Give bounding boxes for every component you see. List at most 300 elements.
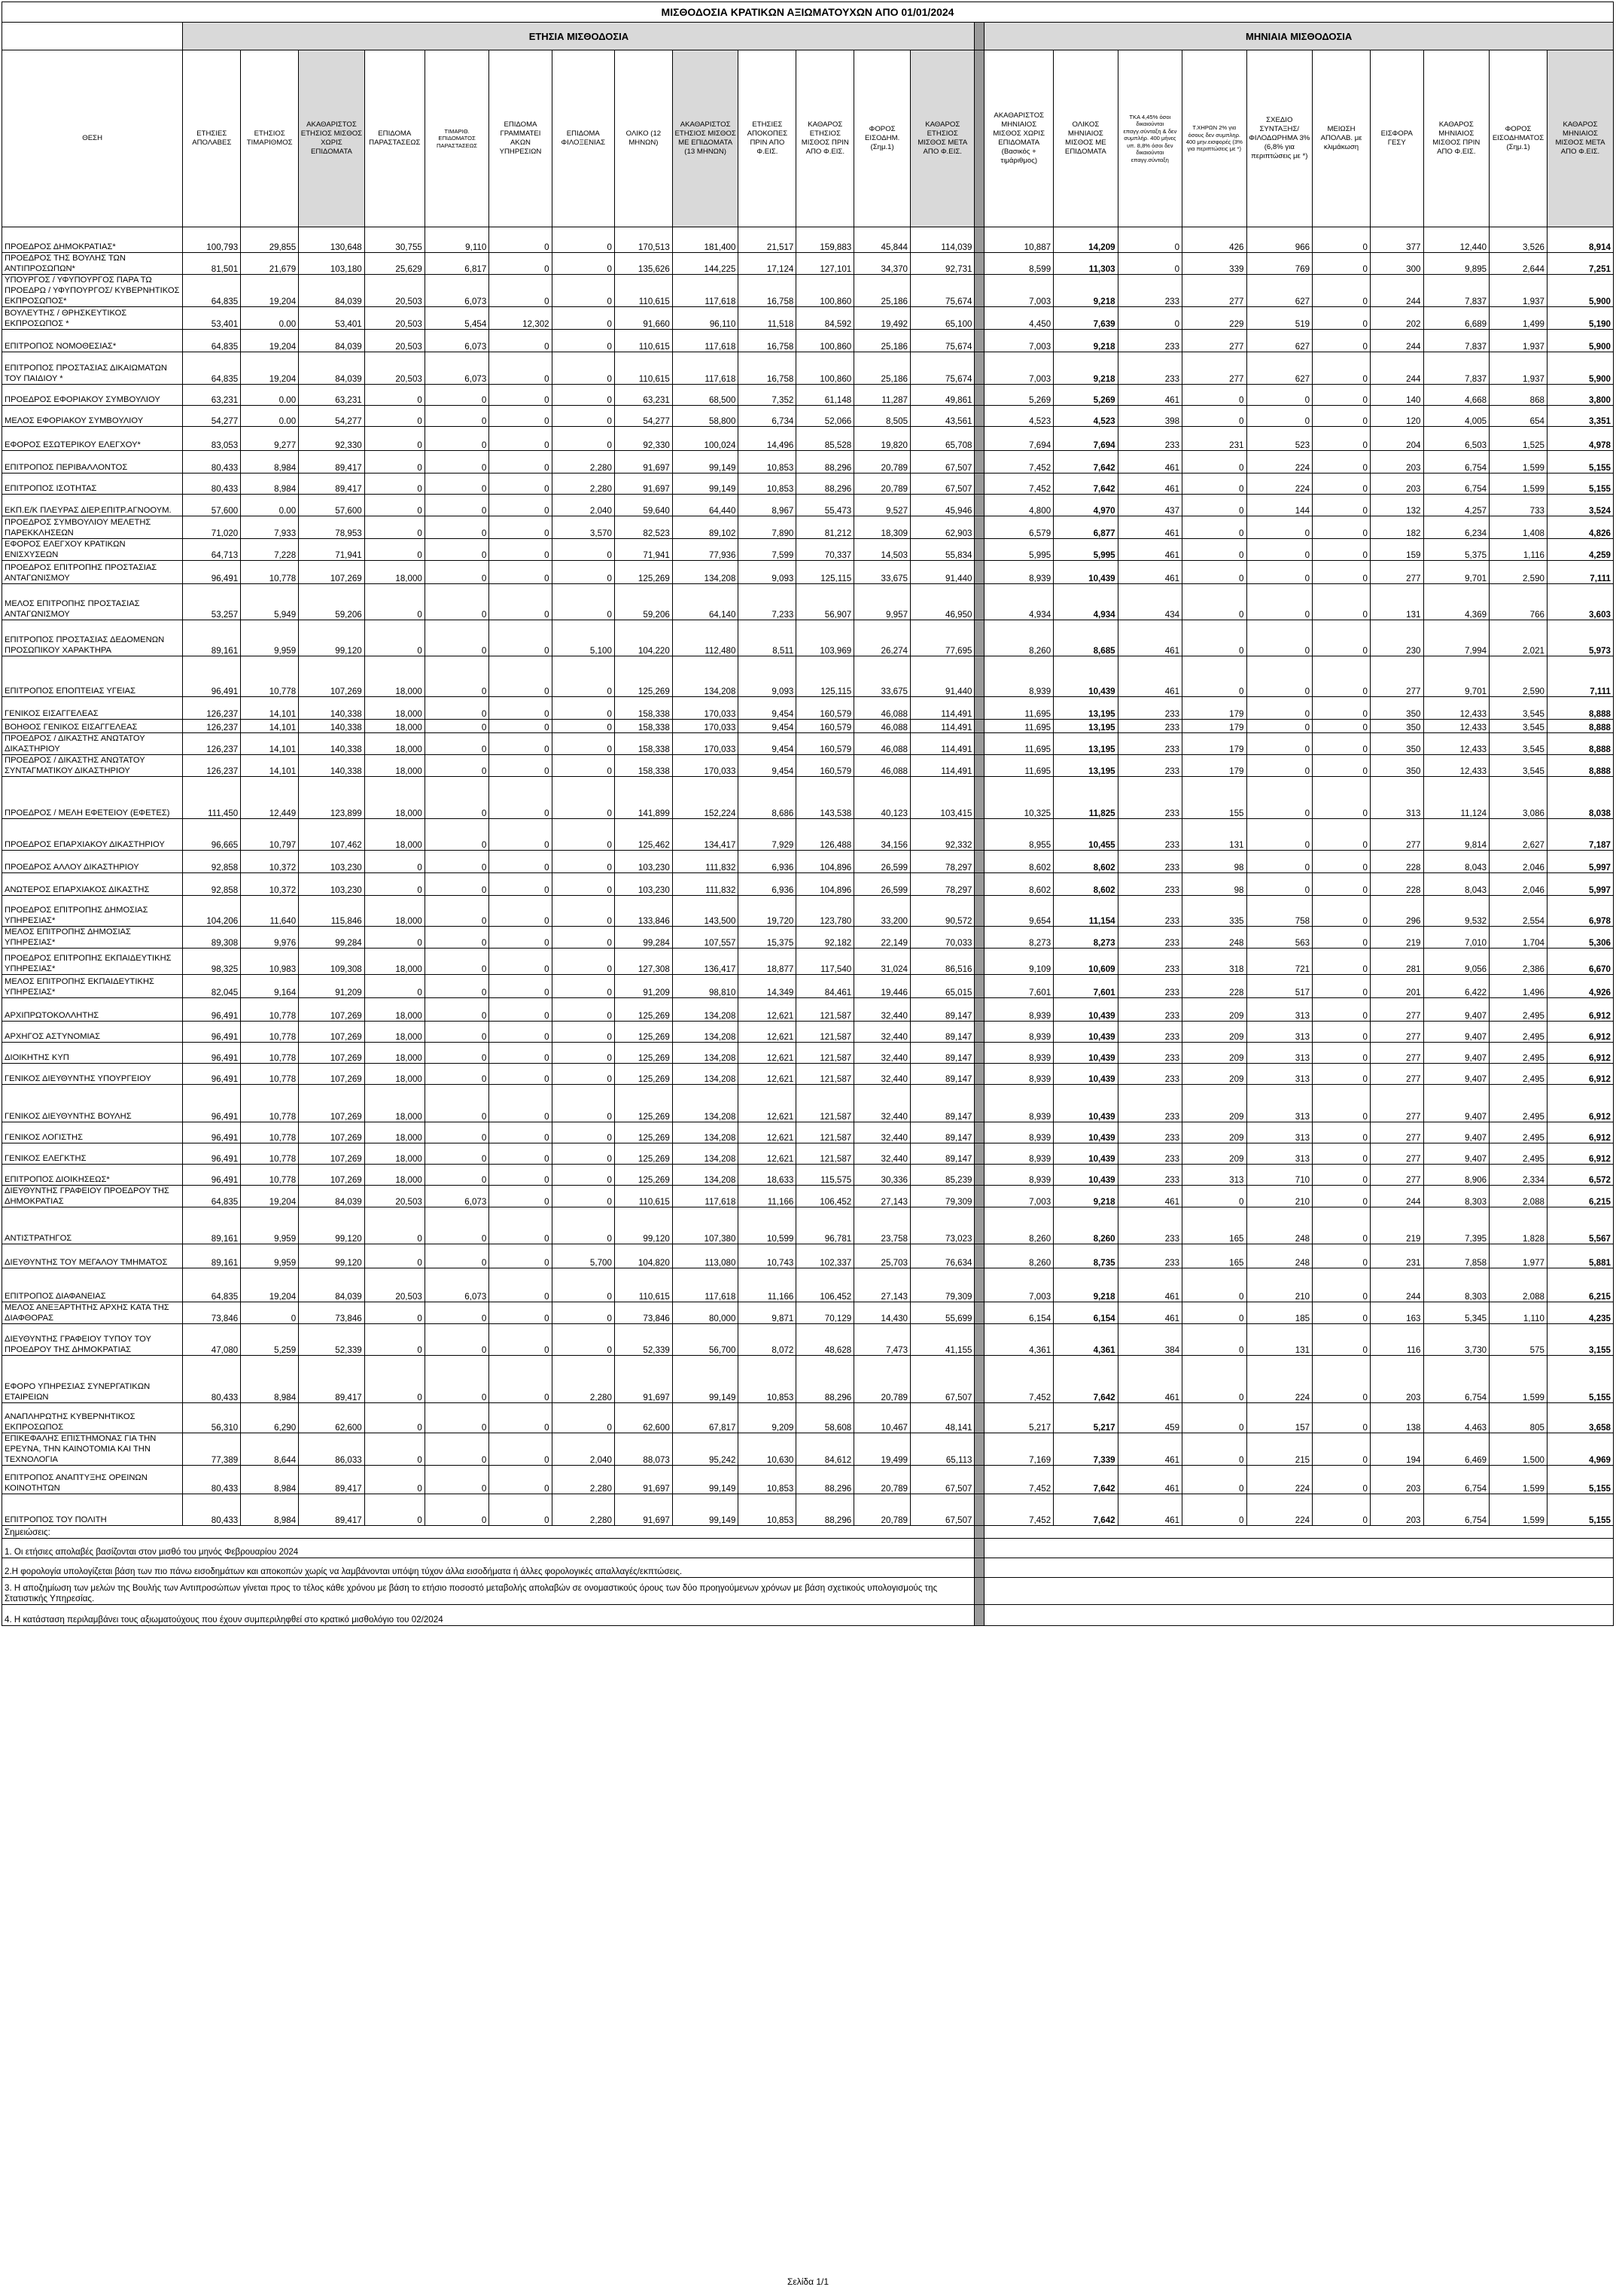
annual-value-cell: 0 [489, 474, 552, 495]
annual-value-cell: 0 [552, 1324, 614, 1356]
annual-value-cell: 19,492 [854, 307, 911, 330]
table-row [2, 253, 1614, 275]
annual-value-cell: 103,180 [299, 253, 365, 275]
monthly-value-cell: 4,450 [985, 307, 1054, 330]
monthly-value-cell: 4,361 [985, 1324, 1054, 1356]
annual-value-cell: 64,835 [183, 1268, 241, 1302]
monthly-value-cell: 9,407 [1423, 1143, 1490, 1165]
annual-value-cell: 9,527 [854, 495, 911, 516]
monthly-value-cell: 10,439 [1054, 656, 1118, 697]
annual-value-cell: 23,758 [854, 1207, 911, 1244]
annual-value-cell: 0 [425, 733, 488, 755]
annual-value-cell: 100,793 [183, 227, 241, 253]
annual-value-cell: 9,209 [738, 1403, 796, 1433]
annual-value-cell: 78,297 [911, 851, 975, 873]
annual-value-cell: 89,417 [299, 1466, 365, 1494]
annual-value-cell: 0 [552, 539, 614, 561]
table-row [2, 427, 1614, 451]
table-row [2, 1064, 1614, 1085]
monthly-value-cell: 6,154 [1054, 1302, 1118, 1324]
annual-value-cell: 0 [552, 720, 614, 733]
annual-value-cell: 17,124 [738, 253, 796, 275]
monthly-value-cell: 8,888 [1548, 733, 1614, 755]
annual-value-cell: 121,587 [796, 1122, 854, 1143]
annual-value-cell: 9,093 [738, 656, 796, 697]
monthly-value-cell: 233 [1118, 819, 1182, 851]
annual-value-cell: 0 [552, 330, 614, 352]
annual-value-cell: 125,269 [614, 561, 672, 584]
monthly-value-cell: 277 [1371, 1165, 1424, 1186]
annual-value-cell: 0 [364, 1494, 425, 1526]
annual-value-cell: 107,269 [299, 1043, 365, 1064]
annual-value-cell: 125,269 [614, 1122, 672, 1143]
annual-value-cell: 0 [425, 1466, 488, 1494]
annual-value-cell: 0 [425, 1064, 488, 1085]
note-blank [985, 1605, 1614, 1626]
annual-value-cell: 95,242 [672, 1433, 738, 1466]
annual-value-cell: 89,417 [299, 1494, 365, 1526]
annual-value-cell: 0 [425, 819, 488, 851]
annual-value-cell: 152,224 [672, 777, 738, 819]
annual-value-cell: 32,440 [854, 1085, 911, 1122]
annual-value-cell: 96,491 [183, 656, 241, 697]
monthly-value-cell: 8,914 [1548, 227, 1614, 253]
annual-value-cell: 62,600 [614, 1403, 672, 1433]
note-row [2, 1605, 1614, 1626]
annual-value-cell: 0 [552, 819, 614, 851]
monthly-value-cell: 426 [1182, 227, 1246, 253]
annual-value-cell: 0 [552, 1022, 614, 1043]
annual-value-cell: 110,615 [614, 1186, 672, 1207]
monthly-value-cell: 0 [1182, 406, 1246, 427]
monthly-value-cell: 9,701 [1423, 561, 1490, 584]
monthly-value-cell: 461 [1118, 620, 1182, 656]
monthly-value-cell: 244 [1371, 352, 1424, 385]
annual-value-cell: 18,000 [364, 720, 425, 733]
monthly-value-cell: 461 [1118, 1466, 1182, 1494]
annual-value-cell: 98,810 [672, 975, 738, 998]
monthly-value-cell: 313 [1246, 1143, 1313, 1165]
annual-value-cell: 8,984 [241, 1356, 299, 1403]
annual-value-cell: 89,417 [299, 474, 365, 495]
annual-value-cell: 7,599 [738, 539, 796, 561]
monthly-value-cell: 0 [1313, 1244, 1371, 1268]
monthly-value-cell: 224 [1246, 1494, 1313, 1526]
monthly-value-cell: 2,495 [1490, 1085, 1548, 1122]
monthly-value-cell: 966 [1246, 227, 1313, 253]
monthly-value-cell: 296 [1371, 896, 1424, 927]
table-row [2, 720, 1614, 733]
monthly-value-cell: 0 [1313, 227, 1371, 253]
annual-value-cell: 0 [489, 1207, 552, 1244]
annual-value-cell: 107,269 [299, 1022, 365, 1043]
monthly-value-cell: 233 [1118, 755, 1182, 777]
monthly-value-cell: 8,955 [985, 819, 1054, 851]
monthly-value-cell: 179 [1182, 755, 1246, 777]
annual-value-cell: 103,230 [299, 873, 365, 896]
annual-value-cell: 57,600 [299, 495, 365, 516]
column-header: ΚΑΘΑΡΟΣ ΜΗΝΙΑΙΟΣ ΜΙΣΘΟΣ ΜΕΤΑ ΑΠΟ Φ.ΕΙΣ. [1548, 50, 1614, 227]
monthly-value-cell: 2,644 [1490, 253, 1548, 275]
annual-value-cell: 134,208 [672, 1043, 738, 1064]
annual-value-cell: 0 [425, 1356, 488, 1403]
monthly-value-cell: 6,469 [1423, 1433, 1490, 1466]
column-separator [975, 949, 985, 975]
annual-value-cell: 58,608 [796, 1403, 854, 1433]
monthly-value-cell: 10,439 [1054, 1165, 1118, 1186]
monthly-value-cell: 6,912 [1548, 1043, 1614, 1064]
table-row [2, 385, 1614, 406]
annual-value-cell: 64,835 [183, 1186, 241, 1207]
annual-value-cell: 3,570 [552, 516, 614, 539]
annual-value-cell: 18,633 [738, 1165, 796, 1186]
monthly-value-cell: 9,654 [985, 896, 1054, 927]
note-text: 2.Η φορολογία υπολογίζεται βάση των πιο πάνω εισοδημάτων και αποκοπών χωρίς να λαμβάνονται υπόψη τύχον άλλα εισοδήματα ή άλλες φορολογικές απαλλαγές/εκπτώσεις. [2, 1558, 975, 1578]
monthly-value-cell: 209 [1182, 1085, 1246, 1122]
annual-value-cell: 22,149 [854, 927, 911, 949]
monthly-value-cell: 10,887 [985, 227, 1054, 253]
monthly-value-cell: 7,601 [985, 975, 1054, 998]
monthly-value-cell: 0 [1313, 1268, 1371, 1302]
annual-value-cell: 8,686 [738, 777, 796, 819]
monthly-value-cell: 179 [1182, 697, 1246, 720]
annual-value-cell: 0 [425, 539, 488, 561]
annual-value-cell: 0 [489, 227, 552, 253]
monthly-value-cell: 233 [1118, 777, 1182, 819]
column-separator [975, 1244, 985, 1268]
annual-value-cell: 79,309 [911, 1186, 975, 1207]
monthly-value-cell: 5,900 [1548, 275, 1614, 307]
monthly-value-cell: 11,695 [985, 697, 1054, 720]
annual-value-cell: 10,853 [738, 1466, 796, 1494]
annual-value-cell: 0 [489, 1466, 552, 1494]
column-separator [975, 1165, 985, 1186]
annual-value-cell: 26,599 [854, 873, 911, 896]
column-header: ΑΚΑΘΑΡΙΣΤΟΣ ΜΗΝΙΑΙΟΣ ΜΙΣΘΟΣ ΧΩΡΙΣ ΕΠΙΔΟΜΑΤΑ (Βασικός + τιμάριθμος) [985, 50, 1054, 227]
annual-value-cell: 117,618 [672, 1186, 738, 1207]
annual-value-cell: 12,621 [738, 1022, 796, 1043]
annual-value-cell: 18,000 [364, 733, 425, 755]
monthly-value-cell: 10,439 [1054, 1043, 1118, 1064]
annual-value-cell: 100,860 [796, 330, 854, 352]
monthly-value-cell: 0 [1313, 330, 1371, 352]
annual-value-cell: 32,440 [854, 1064, 911, 1085]
annual-value-cell: 9,454 [738, 733, 796, 755]
table-row [2, 495, 1614, 516]
monthly-value-cell: 5,997 [1548, 873, 1614, 896]
annual-value-cell: 0 [489, 949, 552, 975]
monthly-value-cell: 7,858 [1423, 1244, 1490, 1268]
monthly-value-cell: 0 [1313, 253, 1371, 275]
annual-value-cell: 10,630 [738, 1433, 796, 1466]
annual-value-cell: 91,697 [614, 1356, 672, 1403]
monthly-value-cell: 0 [1313, 733, 1371, 755]
annual-value-cell: 18,000 [364, 1043, 425, 1064]
annual-value-cell: 96,491 [183, 1143, 241, 1165]
annual-value-cell: 8,072 [738, 1324, 796, 1356]
annual-value-cell: 5,454 [425, 307, 488, 330]
annual-value-cell: 100,860 [796, 275, 854, 307]
position-cell: ΠΡΟΕΔΡΟΣ ΤΗΣ ΒΟΥΛΗΣ ΤΩΝ ΑΝΤΙΠΡΟΣΩΠΩΝ* [2, 253, 183, 275]
monthly-value-cell: 8,602 [985, 851, 1054, 873]
column-header: ΕΠΙΔΟΜΑ ΦΙΛΟΞΕΝΙΑΣ [552, 50, 614, 227]
monthly-value-cell: 224 [1246, 1466, 1313, 1494]
monthly-value-cell: 0 [1182, 584, 1246, 620]
monthly-value-cell: 8,939 [985, 1085, 1054, 1122]
annual-value-cell: 59,640 [614, 495, 672, 516]
annual-value-cell: 0.00 [241, 495, 299, 516]
annual-value-cell: 80,433 [183, 1494, 241, 1526]
position-cell: ΑΡΧΗΓΟΣ ΑΣΤΥΝΟΜΙΑΣ [2, 1022, 183, 1043]
monthly-value-cell: 0 [1313, 385, 1371, 406]
monthly-value-cell: 7,111 [1548, 561, 1614, 584]
annual-value-cell: 18,000 [364, 777, 425, 819]
table-row [2, 451, 1614, 474]
annual-value-cell: 135,626 [614, 253, 672, 275]
annual-value-cell: 15,375 [738, 927, 796, 949]
annual-value-cell: 80,433 [183, 451, 241, 474]
position-cell: ΜΕΛΟΣ ΕΠΙΤΡΟΠΗΣ ΔΗΜΟΣΙΑΣ ΥΠΗΡΕΣΙΑΣ* [2, 927, 183, 949]
monthly-value-cell: 9,109 [985, 949, 1054, 975]
monthly-value-cell: 0 [1313, 474, 1371, 495]
monthly-value-cell: 10,439 [1054, 1064, 1118, 1085]
annual-value-cell: 10,778 [241, 1122, 299, 1143]
table-row [2, 1433, 1614, 1466]
monthly-value-cell: 244 [1371, 1268, 1424, 1302]
table-row [2, 474, 1614, 495]
annual-value-cell: 127,308 [614, 949, 672, 975]
monthly-value-cell: 7,639 [1054, 307, 1118, 330]
monthly-value-cell: 98 [1182, 873, 1246, 896]
annual-value-cell: 65,015 [911, 975, 975, 998]
annual-value-cell: 18,000 [364, 949, 425, 975]
monthly-value-cell: 8,303 [1423, 1268, 1490, 1302]
annual-value-cell: 0 [489, 1356, 552, 1403]
monthly-value-cell: 2,495 [1490, 998, 1548, 1022]
monthly-value-cell: 4,826 [1548, 516, 1614, 539]
position-cell: ΠΡΟΕΔΡΟΣ / ΔΙΚΑΣΤΗΣ ΑΝΩΤΑΤΟΥ ΣΥΝΤΑΓΜΑΤΙΚΟΥ ΔΙΚΑΣΤΗΡΙΟΥ [2, 755, 183, 777]
position-cell: ΓΕΝΙΚΟΣ ΔΙΕΥΘΥΝΤΗΣ ΥΠΟΥΡΓΕΙΟΥ [2, 1064, 183, 1085]
monthly-value-cell: 3,603 [1548, 584, 1614, 620]
monthly-value-cell: 313 [1246, 1085, 1313, 1122]
annual-value-cell: 0 [489, 873, 552, 896]
monthly-value-cell: 8,043 [1423, 851, 1490, 873]
monthly-value-cell: 2,495 [1490, 1064, 1548, 1085]
monthly-value-cell: 0 [1182, 1324, 1246, 1356]
monthly-value-cell: 179 [1182, 733, 1246, 755]
annual-value-cell: 0 [489, 1165, 552, 1186]
monthly-value-cell: 8,939 [985, 656, 1054, 697]
position-cell: ΔΙΕΥΘΥΝΤΗΣ ΤΟΥ ΜΕΓΑΛΟΥ ΤΜΗΜΑΤΟΣ [2, 1244, 183, 1268]
annual-value-cell: 0 [425, 427, 488, 451]
annual-value-cell: 104,206 [183, 896, 241, 927]
annual-value-cell: 134,208 [672, 561, 738, 584]
monthly-value-cell: 233 [1118, 1143, 1182, 1165]
monthly-value-cell: 398 [1118, 406, 1182, 427]
annual-value-cell: 91,697 [614, 1494, 672, 1526]
monthly-value-cell: 1,937 [1490, 352, 1548, 385]
monthly-value-cell: 7,251 [1548, 253, 1614, 275]
annual-value-cell: 56,700 [672, 1324, 738, 1356]
monthly-value-cell: 0 [1182, 1302, 1246, 1324]
annual-value-cell: 91,660 [614, 307, 672, 330]
annual-value-cell: 19,204 [241, 352, 299, 385]
annual-value-cell: 115,575 [796, 1165, 854, 1186]
annual-value-cell: 0 [489, 777, 552, 819]
column-separator [975, 406, 985, 427]
annual-value-cell: 6,290 [241, 1403, 299, 1433]
annual-value-cell: 134,208 [672, 1064, 738, 1085]
annual-value-cell: 103,230 [614, 873, 672, 896]
monthly-value-cell: 179 [1182, 720, 1246, 733]
monthly-value-cell: 12,440 [1423, 227, 1490, 253]
annual-value-cell: 78,297 [911, 873, 975, 896]
monthly-value-cell: 0 [1313, 896, 1371, 927]
monthly-value-cell: 0 [1182, 385, 1246, 406]
monthly-value-cell: 10,439 [1054, 1122, 1118, 1143]
annual-value-cell: 11,287 [854, 385, 911, 406]
annual-value-cell: 67,507 [911, 1466, 975, 1494]
monthly-value-cell: 5,269 [985, 385, 1054, 406]
annual-value-cell: 125,269 [614, 1085, 672, 1122]
annual-value-cell: 0 [552, 427, 614, 451]
annual-value-cell: 117,618 [672, 1268, 738, 1302]
monthly-value-cell: 721 [1246, 949, 1313, 975]
monthly-value-cell: 459 [1118, 1403, 1182, 1433]
monthly-value-cell: 313 [1182, 1165, 1246, 1186]
annual-value-cell: 9,110 [425, 227, 488, 253]
monthly-value-cell: 8,888 [1548, 755, 1614, 777]
monthly-value-cell: 12,433 [1423, 733, 1490, 755]
monthly-value-cell: 165 [1182, 1244, 1246, 1268]
annual-value-cell: 26,274 [854, 620, 911, 656]
annual-value-cell: 99,149 [672, 474, 738, 495]
monthly-value-cell: 0 [1313, 451, 1371, 474]
annual-value-cell: 88,296 [796, 474, 854, 495]
annual-value-cell: 89,308 [183, 927, 241, 949]
monthly-value-cell: 350 [1371, 733, 1424, 755]
annual-value-cell: 21,679 [241, 253, 299, 275]
monthly-value-cell: 5,973 [1548, 620, 1614, 656]
annual-value-cell: 11,518 [738, 307, 796, 330]
annual-value-cell: 117,540 [796, 949, 854, 975]
annual-value-cell: 89,147 [911, 1043, 975, 1064]
position-cell: ΓΕΝΙΚΟΣ ΛΟΓΙΣΤΗΣ [2, 1122, 183, 1143]
monthly-value-cell: 0 [1182, 1403, 1246, 1433]
monthly-value-cell: 318 [1182, 949, 1246, 975]
annual-value-cell: 126,237 [183, 697, 241, 720]
monthly-value-cell: 0 [1313, 1403, 1371, 1433]
note-blank [985, 1539, 1614, 1558]
annual-value-cell: 7,228 [241, 539, 299, 561]
position-cell: ΠΡΟΕΔΡΟΣ / ΔΙΚΑΣΤΗΣ ΑΝΩΤΑΤΟΥ ΔΙΚΑΣΤΗΡΙΟΥ [2, 733, 183, 755]
annual-value-cell: 0 [425, 1085, 488, 1122]
table-row [2, 755, 1614, 777]
annual-value-cell: 99,149 [672, 451, 738, 474]
page-footer: Σελίδα 1/1 [787, 2276, 829, 2287]
monthly-value-cell: 1,599 [1490, 1356, 1548, 1403]
monthly-value-cell: 0 [1313, 1433, 1371, 1466]
monthly-value-cell: 0 [1246, 539, 1313, 561]
monthly-group-header: ΜΗΝΙΑΙΑ ΜΙΣΘΟΔΟΣΙΑ [985, 23, 1614, 50]
monthly-value-cell: 6,912 [1548, 998, 1614, 1022]
table-row [2, 873, 1614, 896]
monthly-value-cell: 1,937 [1490, 330, 1548, 352]
monthly-value-cell: 0 [1182, 1356, 1246, 1403]
monthly-value-cell: 248 [1246, 1207, 1313, 1244]
annual-value-cell: 0 [425, 561, 488, 584]
monthly-value-cell: 10,439 [1054, 1085, 1118, 1122]
annual-value-cell: 16,758 [738, 330, 796, 352]
annual-value-cell: 20,503 [364, 1186, 425, 1207]
annual-value-cell: 12,449 [241, 777, 299, 819]
table-row [2, 1466, 1614, 1494]
column-separator [975, 427, 985, 451]
monthly-value-cell: 7,452 [985, 1356, 1054, 1403]
monthly-value-cell: 209 [1182, 1022, 1246, 1043]
annual-value-cell: 73,846 [614, 1302, 672, 1324]
column-separator [975, 1122, 985, 1143]
monthly-value-cell: 7,642 [1054, 1494, 1118, 1526]
column-separator [975, 998, 985, 1022]
position-cell: ΔΙΕΥΘΥΝΤΗΣ ΓΡΑΦΕΙΟΥ ΠΡΟΕΔΡΟΥ ΤΗΣ ΔΗΜΟΚΡΑΤΙΑΣ [2, 1186, 183, 1207]
position-cell: ΠΡΟΕΔΡΟΣ ΕΠΙΤΡΟΠΗΣ ΔΗΜΟΣΙΑΣ ΥΠΗΡΕΣΙΑΣ* [2, 896, 183, 927]
annual-value-cell: 20,789 [854, 1466, 911, 1494]
monthly-value-cell: 769 [1246, 253, 1313, 275]
column-header: ΕΙΣΦΟΡΑ ΓΕΣΥ [1371, 50, 1424, 227]
monthly-value-cell: 3,545 [1490, 733, 1548, 755]
annual-value-cell: 21,517 [738, 227, 796, 253]
annual-value-cell: 64,140 [672, 584, 738, 620]
monthly-value-cell: 209 [1182, 1122, 1246, 1143]
annual-value-cell: 89,417 [299, 451, 365, 474]
annual-value-cell: 55,473 [796, 495, 854, 516]
annual-value-cell: 10,853 [738, 1356, 796, 1403]
monthly-value-cell: 1,408 [1490, 516, 1548, 539]
monthly-value-cell: 9,056 [1423, 949, 1490, 975]
annual-value-cell: 18,000 [364, 755, 425, 777]
annual-value-cell: 99,284 [299, 927, 365, 949]
annual-value-cell: 114,039 [911, 227, 975, 253]
monthly-value-cell: 313 [1246, 1122, 1313, 1143]
column-separator [975, 539, 985, 561]
annual-value-cell: 98,325 [183, 949, 241, 975]
monthly-value-cell: 8,939 [985, 1122, 1054, 1143]
monthly-value-cell: 11,124 [1423, 777, 1490, 819]
annual-value-cell: 0 [364, 1356, 425, 1403]
monthly-value-cell: 7,003 [985, 330, 1054, 352]
monthly-value-cell: 8,599 [985, 253, 1054, 275]
table-row [2, 561, 1614, 584]
annual-value-cell: 12,621 [738, 1064, 796, 1085]
column-header-row [2, 50, 1614, 227]
monthly-value-cell: 1,937 [1490, 275, 1548, 307]
monthly-value-cell: 0 [1313, 656, 1371, 697]
annual-value-cell: 2,280 [552, 451, 614, 474]
annual-value-cell: 8,511 [738, 620, 796, 656]
monthly-value-cell: 7,003 [985, 352, 1054, 385]
annual-value-cell: 63,231 [299, 385, 365, 406]
monthly-value-cell: 233 [1118, 851, 1182, 873]
monthly-value-cell: 3,730 [1423, 1324, 1490, 1356]
monthly-value-cell: 9,218 [1054, 1186, 1118, 1207]
annual-value-cell: 96,491 [183, 1165, 241, 1186]
annual-value-cell: 91,697 [614, 1466, 672, 1494]
position-cell: ΠΡΟΕΔΡΟΣ ΣΥΜΒΟΥΛΙΟΥ ΜΕΛΕΤΗΣ ΠΑΡΕΚΚΛΗΣΕΩΝ [2, 516, 183, 539]
annual-value-cell: 125,269 [614, 1043, 672, 1064]
monthly-value-cell: 6,978 [1548, 896, 1614, 927]
annual-value-cell: 90,572 [911, 896, 975, 927]
